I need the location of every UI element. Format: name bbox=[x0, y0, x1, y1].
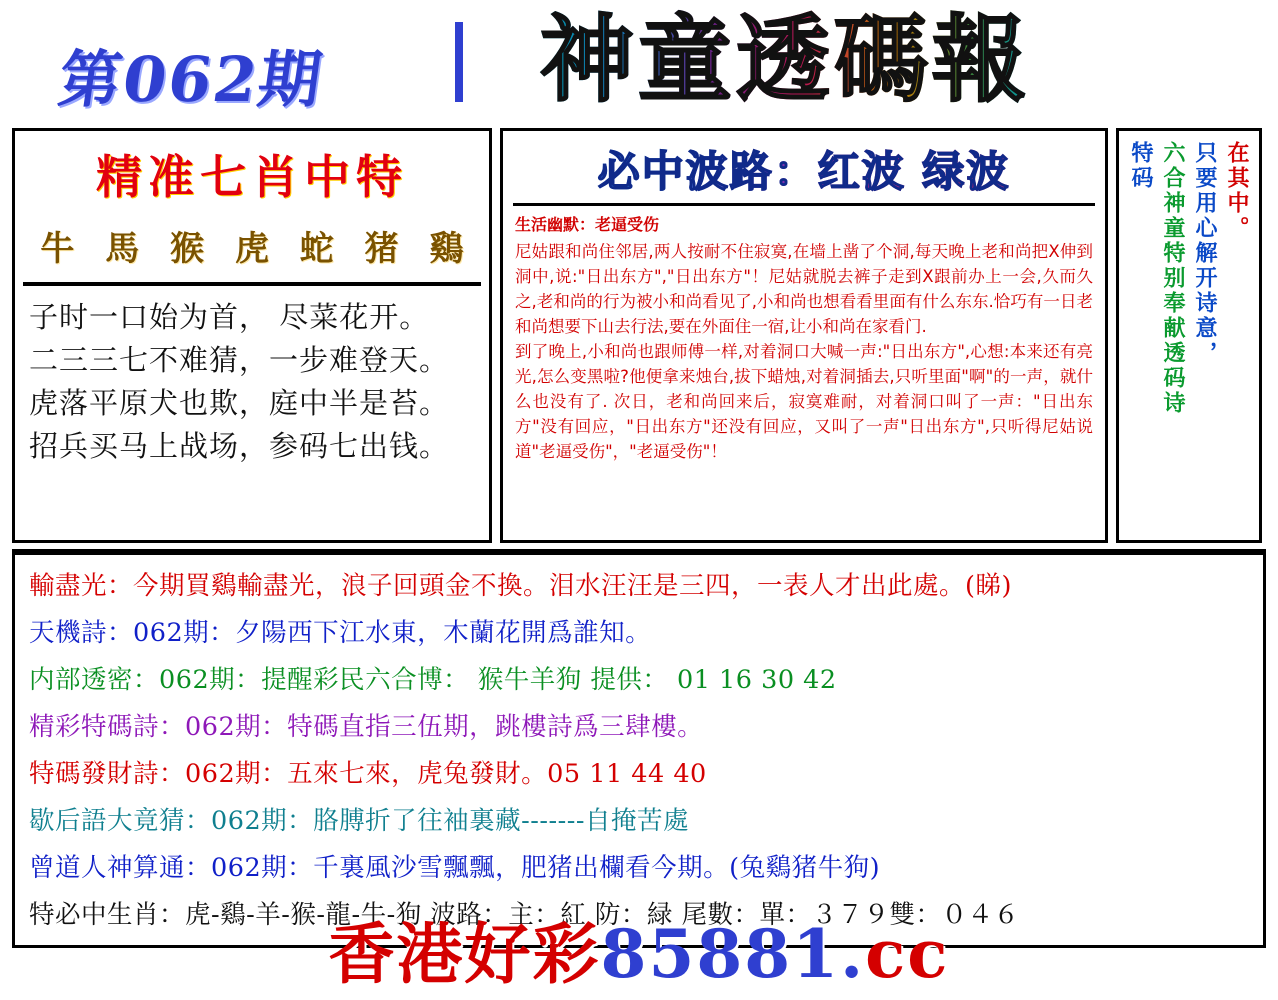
main-line: 曾道人神算通：062期：千裏風沙雪飄飄，肥猪出欄看今期。(兔鷄猪牛狗) bbox=[29, 853, 881, 883]
humor-subtitle: 生活幽默：老逼受伤 bbox=[515, 215, 660, 234]
panel-mid-title: 必中波路：红波 绿波 bbox=[503, 139, 1105, 199]
vertical-column: 在其中。 bbox=[1224, 141, 1250, 241]
divider bbox=[513, 203, 1095, 206]
header bbox=[0, 0, 1278, 128]
panel-left-title: 精准七肖中特 bbox=[96, 150, 408, 204]
vertical-column: 特码 bbox=[1128, 141, 1154, 191]
panel-vertical-poem bbox=[1116, 128, 1262, 543]
main-text-block bbox=[12, 549, 1266, 948]
zodiac-item: 牛 bbox=[40, 229, 75, 269]
main-line: 内部透密：062期：提醒彩民六合博： 猴牛羊狗 提供： 01 16 30 42 bbox=[29, 665, 837, 695]
vertical-columns bbox=[1119, 131, 1259, 540]
divider bbox=[23, 282, 481, 286]
verse-line: 二三三七不难猜，一步难登天。 bbox=[29, 343, 450, 377]
verse-line: 子时一口始为首， 尽菜花开。 bbox=[29, 300, 430, 334]
main-line: 精彩特碼詩：062期：特碼直指三伍期，跳樓詩爲三肆樓。 bbox=[29, 712, 704, 742]
panel-seven-zodiac bbox=[12, 128, 492, 543]
zodiac-item: 虎 bbox=[234, 229, 269, 269]
main-line: 特必中生肖：虎-鷄-羊-猴-龍-牛-狗 波路：主：紅 防：緑 尾數：單：３７９雙：０４６ bbox=[29, 900, 1020, 930]
page-title: 神童透碼報 bbox=[540, 5, 1031, 115]
main-line: 特碼發財詩：062期：五來七來，虎兔發財。05 11 44 40 bbox=[29, 759, 707, 789]
humor-paragraph: 到了晚上,小和尚也跟师傅一样,对着洞口大喊一声:"日出东方",心想:本来还有亮光,怎么变黑啦?他便拿来烛台,拔下蜡烛,对着洞插去,只听里面"啊"的一声，就什么也没有了. 次日，老和尚回来后，寂寞难耐，对着洞口叫了一声："日出东方"没有回应，"日出东方"还没有回应，又叫了一声"日出东方",只听得尼姑说道"老逼受伤"，"老逼受伤"！ bbox=[515, 342, 1093, 461]
zodiac-item: 猴 bbox=[170, 229, 205, 269]
zodiac-list bbox=[15, 221, 489, 270]
main-line: 歇后語大竟猜：062期：胳膊折了往袖裏藏-------自掩苦處 bbox=[29, 806, 689, 836]
panels-row bbox=[0, 128, 1278, 543]
vertical-column: 只要用心解开诗意， bbox=[1192, 141, 1218, 366]
verse-list bbox=[29, 296, 479, 468]
watermark-part: 85881. bbox=[600, 915, 866, 993]
verse-line: 虎落平原犬也欺，庭中半是苔。 bbox=[29, 386, 450, 420]
watermark-part: cc bbox=[865, 915, 950, 993]
watermark-part: 香港好彩 bbox=[328, 915, 601, 993]
header-divider bbox=[455, 22, 463, 102]
main-line: 輸盡光：今期買鷄輸盡光，浪子回頭金不換。泪水汪汪是三四，一表人才出此處。(睇) bbox=[29, 571, 1012, 601]
verse-line: 招兵买马上战场，参码七出钱。 bbox=[29, 429, 450, 463]
main-line: 天機詩：062期：夕陽西下江水東，木蘭花開爲誰知。 bbox=[29, 618, 652, 648]
vertical-column: 六合神童特别奉献透码诗 bbox=[1160, 141, 1186, 416]
zodiac-item: 馬 bbox=[105, 229, 140, 269]
zodiac-item: 蛇 bbox=[299, 229, 334, 269]
panel-wave-path bbox=[500, 128, 1108, 543]
zodiac-item: 鷄 bbox=[429, 229, 464, 269]
humor-paragraph: 尼姑跟和尚住邻居,两人按耐不住寂寞,在墙上凿了个洞,每天晚上老和尚把X伸到洞中,说:"日出东方","日出东方"！尼姑就脱去裤子走到X跟前办上一会,久而久之,老和尚的行为被小和尚看见了,小和尚也想看看里面有什么东东.恰巧有一日老和尚想要下山去行法,要在外面住一宿,让小和尚在家看门. bbox=[515, 242, 1093, 336]
humor-body bbox=[515, 239, 1093, 464]
issue-number: 第062期 bbox=[54, 43, 328, 116]
zodiac-item: 猪 bbox=[364, 229, 399, 269]
